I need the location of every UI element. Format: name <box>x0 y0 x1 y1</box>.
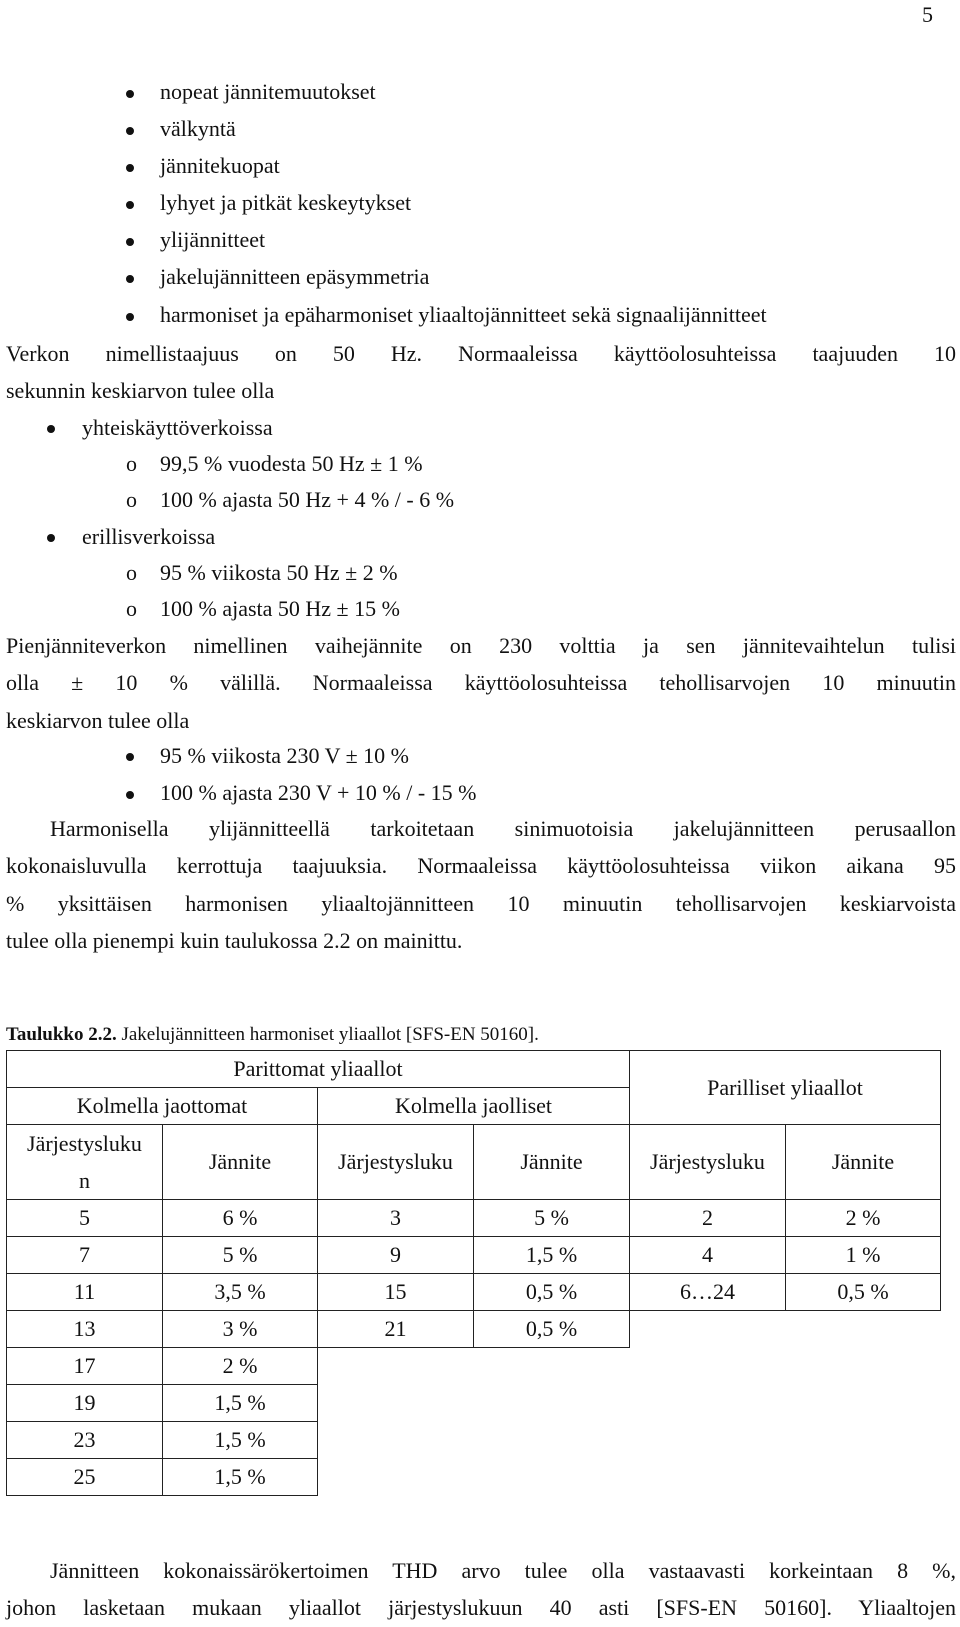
odd-not-multiple-of-3-header: Kolmella jaottomat <box>7 1088 318 1125</box>
bullet-dot-icon <box>126 238 134 246</box>
table-cell: 2 % <box>786 1200 941 1237</box>
odd-multiple-of-3-header: Kolmella jaolliset <box>318 1088 630 1125</box>
table-cell: 6…24 <box>630 1274 786 1311</box>
list-item: 95 % viikosta 230 V ± 10 % <box>160 743 409 768</box>
table-cell: 4 <box>630 1237 786 1274</box>
column-header: Järjestysluku <box>318 1125 474 1200</box>
column-header: Jännite <box>786 1125 941 1200</box>
table-cell: 2 % <box>163 1348 318 1385</box>
table-header-row <box>7 1125 941 1200</box>
table-caption-label: Taulukko 2.2. <box>6 1024 117 1045</box>
table-cell: 1,5 % <box>474 1237 630 1274</box>
column-header-line: n <box>79 1168 90 1193</box>
bullet-dot-icon <box>126 164 134 172</box>
list-item: harmoniset ja epäharmoniset yliaaltojännitteet sekä signaalijännitteet <box>160 302 767 327</box>
paragraph-line: Harmonisella ylijännitteellä tarkoitetaan sinimuotoisia jakelujännitteen perusaallon <box>50 816 956 841</box>
bullet-dot-icon <box>126 753 134 761</box>
bullet-dot-icon <box>126 275 134 283</box>
empty-cell <box>318 1385 941 1422</box>
page-number: 5 <box>922 2 933 27</box>
paragraph-line: sekunnin keskiarvon tulee olla <box>6 378 275 404</box>
table-cell: 3 <box>318 1200 474 1237</box>
table-cell: 2 <box>630 1200 786 1237</box>
list-item: yhteiskäyttöverkoissa <box>82 415 273 440</box>
table-row <box>7 1311 941 1348</box>
voltage-paragraph <box>6 627 956 739</box>
list-item: jännitekuopat <box>160 153 280 178</box>
table-cell: 17 <box>7 1348 163 1385</box>
table-cell: 0,5 % <box>474 1311 630 1348</box>
sub-marker-icon: o <box>126 596 137 621</box>
table-cell: 9 <box>318 1237 474 1274</box>
list-item: erillisverkoissa <box>82 524 216 549</box>
table-cell: 1,5 % <box>163 1422 318 1459</box>
table-cell: 1,5 % <box>163 1459 318 1496</box>
column-header-line: Järjestysluku <box>27 1131 142 1156</box>
sub-list-item: 100 % ajasta 50 Hz + 4 % / - 6 % <box>160 487 455 512</box>
bullet-dot-icon <box>47 425 55 433</box>
table-cell: 3 % <box>163 1311 318 1348</box>
table-row <box>7 1348 941 1385</box>
table-row <box>7 1422 941 1459</box>
table-caption <box>6 1024 539 1046</box>
bullet-dot-icon <box>126 201 134 209</box>
sub-list-item: 100 % ajasta 50 Hz ± 15 % <box>160 596 400 621</box>
empty-cell <box>318 1459 941 1496</box>
table-cell: 0,5 % <box>474 1274 630 1311</box>
column-header: Jännite <box>474 1125 630 1200</box>
paragraph-line: % yksittäisen harmonisen yliaaltojännitteen 10 minuutin tehollisarvojen keskiarvoista <box>6 890 956 916</box>
sub-marker-icon: o <box>126 451 137 476</box>
paragraph-line: tulee olla pienempi kuin taulukossa 2.2 on mainittu. <box>6 928 463 954</box>
table-cell: 1 % <box>786 1237 941 1274</box>
harmonic-paragraph <box>6 810 956 960</box>
paragraph-line: Jännitteen kokonaissärökertoimen THD arvo tulee olla vastaavasti korkeintaan 8 %, <box>50 1558 956 1583</box>
table-cell: 13 <box>7 1311 163 1348</box>
list-item: lyhyet ja pitkät keskeytykset <box>160 190 412 215</box>
list-item: välkyntä <box>160 116 236 141</box>
frequency-paragraph <box>6 335 956 410</box>
sub-list-item: 99,5 % vuodesta 50 Hz ± 1 % <box>160 451 423 476</box>
column-header: Jännite <box>163 1125 318 1200</box>
column-header: Järjestysluku <box>630 1125 786 1200</box>
table-cell: 19 <box>7 1385 163 1422</box>
paragraph-line: kokonaisluvulla kerrottuja taajuuksia. Normaaleissa käyttöolosuhteissa viikon aikana 95 <box>6 853 956 879</box>
table-cell: 11 <box>7 1274 163 1311</box>
table-header-row <box>7 1051 941 1088</box>
list-item: ylijännitteet <box>160 227 266 252</box>
bullet-dot-icon <box>126 313 134 321</box>
list-item: jakelujännitteen epäsymmetria <box>160 264 430 289</box>
paragraph-line: Verkon nimellistaajuus on 50 Hz. Normaaleissa käyttöolosuhteissa taajuuden 10 <box>6 341 956 366</box>
empty-cell <box>786 1311 941 1348</box>
table-cell: 21 <box>318 1311 474 1348</box>
even-harmonics-header: Parilliset yliaallot <box>630 1051 941 1125</box>
bullet-dot-icon <box>126 127 134 135</box>
empty-cell <box>318 1422 941 1459</box>
harmonics-table <box>6 1050 941 1496</box>
table-row <box>7 1200 941 1237</box>
bullet-dot-icon <box>47 534 55 542</box>
table-row <box>7 1385 941 1422</box>
table-cell: 6 % <box>163 1200 318 1237</box>
thd-paragraph <box>6 1552 956 1627</box>
table-row <box>7 1274 941 1311</box>
empty-cell <box>318 1348 941 1385</box>
table-row <box>7 1237 941 1274</box>
paragraph-line: keskiarvon tulee olla <box>6 707 190 733</box>
list-item: nopeat jännitemuutokset <box>160 79 376 104</box>
table-cell: 3,5 % <box>163 1274 318 1311</box>
sub-list-item: 95 % viikosta 50 Hz ± 2 % <box>160 560 398 585</box>
table-cell: 5 % <box>474 1200 630 1237</box>
column-header <box>7 1125 163 1200</box>
table-cell: 1,5 % <box>163 1385 318 1422</box>
table-cell: 23 <box>7 1422 163 1459</box>
table-cell: 15 <box>318 1274 474 1311</box>
bullet-dot-icon <box>126 791 134 799</box>
table-cell: 5 <box>7 1200 163 1237</box>
sub-marker-icon: o <box>126 560 137 585</box>
table-row <box>7 1459 941 1496</box>
paragraph-line: olla ± 10 % välillä. Normaaleissa käyttöolosuhteissa tehollisarvojen 10 minuutin <box>6 670 956 696</box>
table-cell: 7 <box>7 1237 163 1274</box>
table-caption-text: Jakelujännitteen harmoniset yliaallot [SFS-EN 50160]. <box>116 1024 539 1045</box>
table-cell: 5 % <box>163 1237 318 1274</box>
table-cell: 0,5 % <box>786 1274 941 1311</box>
paragraph-line: Pienjänniteverkon nimellinen vaihejännite on 230 volttia ja sen jännitevaihtelun tulisi <box>6 633 956 658</box>
paragraph-line: johon lasketaan mukaan yliaallot järjestyslukuun 40 asti [SFS-EN 50160]. Yliaaltojen <box>6 1595 956 1621</box>
bullet-dot-icon <box>126 90 134 98</box>
table-cell: 25 <box>7 1459 163 1496</box>
empty-cell <box>630 1311 786 1348</box>
list-item: 100 % ajasta 230 V + 10 % / - 15 % <box>160 780 477 805</box>
sub-marker-icon: o <box>126 487 137 512</box>
odd-harmonics-header: Parittomat yliaallot <box>7 1051 630 1088</box>
